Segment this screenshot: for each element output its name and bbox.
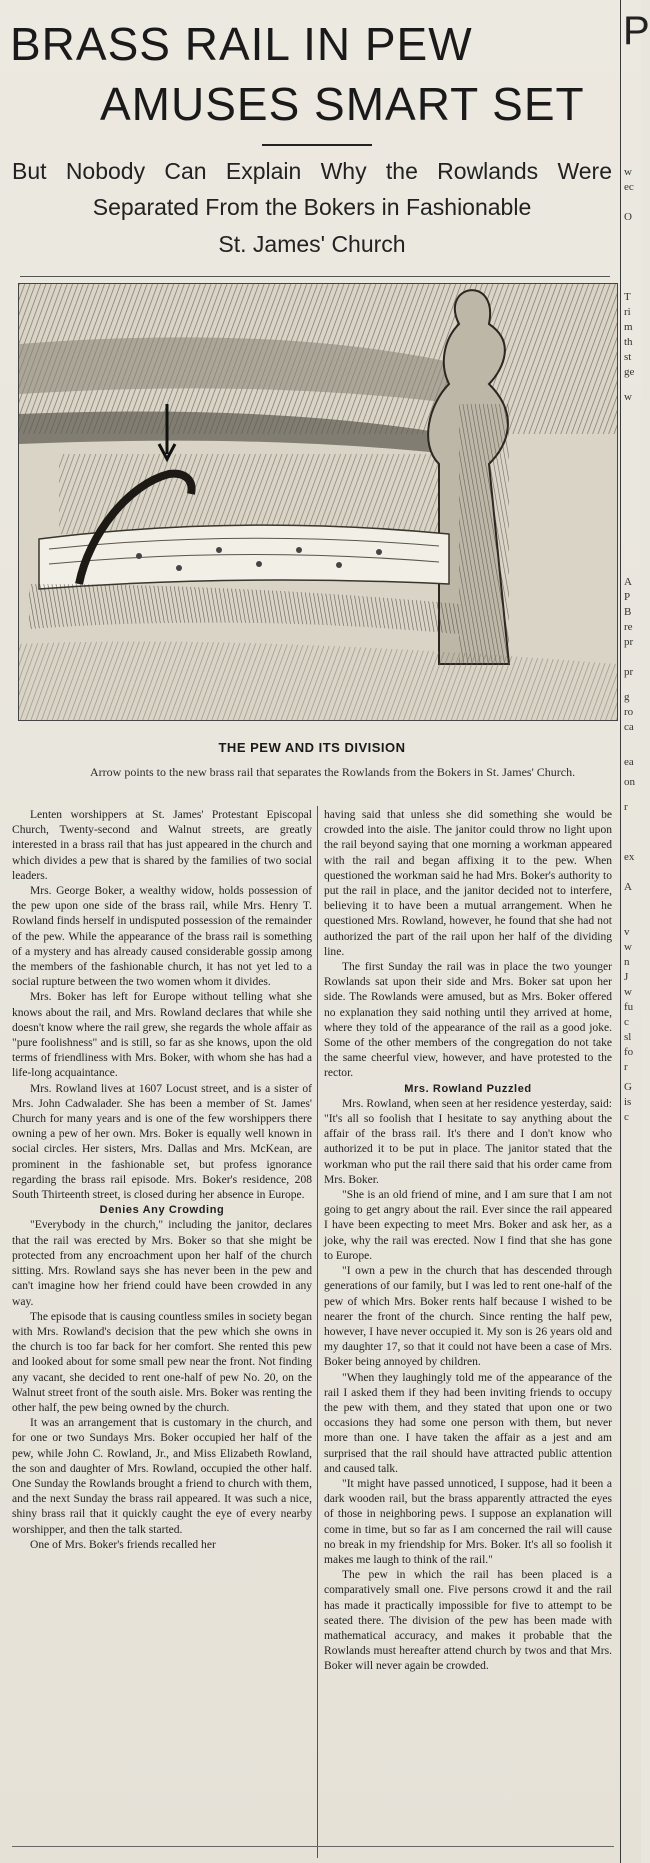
headline-line-2: AMUSES SMART SET (100, 78, 585, 130)
adjacent-text-fragment: c (624, 1111, 629, 1123)
paragraph: The episode that is causing countless smiles in society began with Mrs. Rowland's decision that the pew which she owns in the church is too far back for her comfort. She rented this pew and looked about for some small pew near the front. Not finding any vacant, she decided to rent one-half of pew No. 20, on the Walnut street front of the south aisle. Mrs. Boker was renting the other half, the pew being owned by the church. (12, 1310, 312, 1414)
adjacent-text-fragment: J (624, 971, 629, 983)
adjacent-text-fragment: P (624, 591, 631, 603)
bottom-rule (12, 1846, 614, 1847)
subheading-rowland-puzzled: Mrs. Rowland Puzzled (404, 1082, 532, 1095)
paragraph: Mrs. George Boker, a wealthy widow, holds possession of the pew upon one side of the brass rail, while Mrs. Henry T. Rowland finds herself in undisputed possession of the remainder of the pew. While the appearance of the brass rail is something of a mystery and has already caused considerable gossip among the members of the fashionable church, it has not yet led to a social rupture between the two women whom it divides. (12, 885, 312, 989)
adjacent-text-fragment: O (624, 211, 632, 223)
column-divider (317, 806, 318, 1858)
adjacent-text-fragment: pr (624, 666, 634, 678)
adjacent-text-fragment: G (624, 1081, 632, 1093)
adjacent-text-fragment: ec (624, 181, 634, 193)
adjacent-text-fragment: w (624, 166, 632, 178)
adjacent-text-fragment: B (624, 606, 632, 618)
adjacent-text-fragment: on (624, 776, 635, 788)
adjacent-text-fragment: ca (624, 721, 634, 733)
adjacent-text-fragment: sl (624, 1031, 632, 1043)
adjacent-text-fragment: g (624, 691, 630, 703)
paragraph: Mrs. Boker has left for Europe without telling what she knows about the rail, and Mrs. Rowland declares that while she doesn't know where the rail grew, she regards the whole affair as "pure foolishness" and is still, so far as she knows, upon the old terms of friendliness with Mrs. Boker, with whom she has had a life-long acquaintance. (12, 991, 312, 1080)
adjacent-text-fragment: st (624, 351, 632, 363)
deck-line-3: St. James' Church (218, 231, 406, 257)
paragraph: having said that unless she did something she would be crowded into the aisle. The janitor could throw no light upon the rail beyond saying that one morning a workman appeared with the rail and began affixing it to the pew. When questioned the workman said he had Mrs. Boker's authority to put the rail in place, and the janitor decided not to interfere, believing it to have been a mutual arrangement. When he questioned Mrs. Rowland, however, he found that she had not authorized the part of the rail upon her half of the dividing line. (324, 809, 612, 958)
adjacent-text-fragment: r (624, 1061, 628, 1073)
deck-line-1: But Nobody Can Explain Why the Rowlands Were (12, 158, 612, 184)
article-column (4, 0, 621, 1863)
paragraph: Mrs. Rowland, when seen at her residence yesterday, said: "It's all so foolish that I hesitate to say anything about the affair of the brass rail. It's there and I don't know who authorized it to be put in place. The janitor stated that the workman who put the rail there said that his order came from Mrs. Boker. (324, 1097, 612, 1186)
adjacent-text-fragment: w (624, 941, 632, 953)
paragraph: One of Mrs. Boker's friends recalled her (30, 1538, 216, 1551)
adjacent-text-fragment: n (624, 956, 630, 968)
adjacent-text-fragment: ge (624, 366, 635, 378)
adjacent-text-fragment: is (624, 1096, 632, 1108)
pew-illustration (18, 283, 618, 721)
paragraph: "She is an old friend of mine, and I am sure that I am not going to get angry about the rail. Ever since the rail appeared I have been expecting to meet Mrs. Boker and ask her, as a joke, why the rail was erected. Now I find that she has gone to Europe. (324, 1189, 612, 1262)
adjacent-text-fragment: v (624, 926, 630, 938)
paragraph: Lenten worshippers at St. James' Protestant Episcopal Church, Twenty-second and Walnut streets, are greatly interested in a brass rail that has just appeared in the church and which divides a pew that is shared by the families of two social leaders. (12, 809, 312, 882)
headline-divider (262, 144, 372, 146)
headline-line-1: BRASS RAIL IN PEW (10, 18, 473, 70)
adjacent-text-fragment: pr (624, 636, 634, 648)
paragraph: "Everybody in the church," including the janitor, declares that the rail was erected by Mrs. Boker so that she might be protected from any encroachment upon her half of the church sitting. Mrs. Rowland says she has never been in the pew and can't imagine how her friend could have been crowded in any way. (12, 1219, 312, 1308)
adjacent-text-fragment: fo (624, 1046, 634, 1058)
paragraph: Mrs. Rowland lives at 1607 Locust street, and is a sister of Mrs. John Cadwalader. She has been a member of St. James' Church for many years and is one of the few worshippers there owning a pew of her own. Mrs. Boker is equally well known in social circles. Her sisters, Mrs. Dallas and Mrs. McKean, are prominent in the fashionable set, but profess ignorance regarding the brass rail episode. Mrs. Boker's residence, 208 South Thirteenth street, is closed during her absence in Europe. (12, 1082, 312, 1202)
adjacent-headline-letter: P (623, 9, 650, 53)
paragraph: The pew in which the rail has been placed is a comparatively small one. Five persons crowd it and the rail has made it practically impossible for five to attempt to be seated there. The division of the pew has been made with mathematical accuracy, and makes it probable that the Rowlands must hereafter attend church by twos and that Mrs. Boker will never again be crowded. (324, 1569, 612, 1673)
adjacent-text-fragment: ex (624, 851, 635, 863)
adjacent-text-fragment: th (624, 336, 633, 348)
adjacent-text-fragment: m (624, 321, 633, 333)
adjacent-text-fragment: ri (624, 306, 631, 318)
adjacent-text-fragment: c (624, 1016, 629, 1028)
adjacent-text-fragment: fu (624, 1001, 634, 1013)
adjacent-text-fragment: A (624, 881, 632, 893)
illustration-caption: Arrow points to the new brass rail that separates the Rowlands from the Bokers in St. James' Church. (90, 765, 576, 779)
adjacent-text-fragment: T (624, 291, 631, 303)
paragraph: "When they laughingly told me of the appearance of the rail I asked them if they had been inviting friends to occupy the pew with them, and they stated that upon one or two occasions they had some one person with them, but never more than one. I have taken the affair as a jest and am surprised that the rail should have attracted public attention and caused talk. (324, 1371, 612, 1475)
subheading-denies-crowding: Denies Any Crowding (99, 1204, 225, 1217)
section-divider (20, 276, 610, 277)
paragraph: The first Sunday the rail was in place the two younger Rowlands sat upon their side and Mrs. Boker sat upon her side. The Rowlands were amused, but as Mrs. Boker offered no explanation they said nothing until they arrived at home, where they told of the appearance of the rail as a good joke. Some of the other members of the congregation do not take the same cheerful view, however, and have protested to the rector. (324, 961, 612, 1080)
adjacent-column-edge (621, 0, 650, 1863)
adjacent-text-fragment: r (624, 801, 628, 813)
paragraph: "It might have passed unnoticed, I suppose, had it been a dark wooden rail, but the brass apparently attracted the eyes of those in neighboring pews. I suppose an explanation will come in time, but so far as I am concerned the rail will cause no break in my friendship for Mrs. Boker. It's all so foolish it makes me laugh to think of the rail." (324, 1477, 612, 1566)
body-column-left (12, 808, 312, 1553)
adjacent-text-fragment: ro (624, 706, 634, 718)
adjacent-text-fragment: w (624, 391, 632, 403)
adjacent-text-fragment: re (624, 621, 633, 633)
body-column-right (324, 808, 612, 1675)
adjacent-text-fragment: w (624, 986, 632, 998)
adjacent-text-fragment: A (624, 576, 632, 588)
adjacent-text-fragment: ea (624, 756, 634, 768)
illustration-caption-title: THE PEW AND ITS DIVISION (218, 740, 406, 755)
deck-line-2: Separated From the Bokers in Fashionable (92, 194, 532, 220)
paragraph: It was an arrangement that is customary in the church, and for one or two Sundays Mrs. Boker occupied her half of the pew, while John C. Rowland, Jr., and Miss Elizabeth Rowland, the son and daughter of Mrs. Rowland, occupied the other half. One Sunday the Rowlands brought a friend to church with them, and the next Sunday the brass rail appeared. It was such a nice, shiny brass rail that it quickly caught the eye of every nearby worshipper, and then the talk started. (12, 1417, 312, 1536)
paragraph: "I own a pew in the church that has descended through generations of our family, but I was led to rent one-half of the pew of which Mrs. Boker rents half because I wished to be nearer the front of the church. Since renting the half pew, however, I have never occupied it. My son is 26 years old and my daughter 17, so that it could not have been a case of Mrs. Boker being annoyed by children. (324, 1265, 612, 1369)
